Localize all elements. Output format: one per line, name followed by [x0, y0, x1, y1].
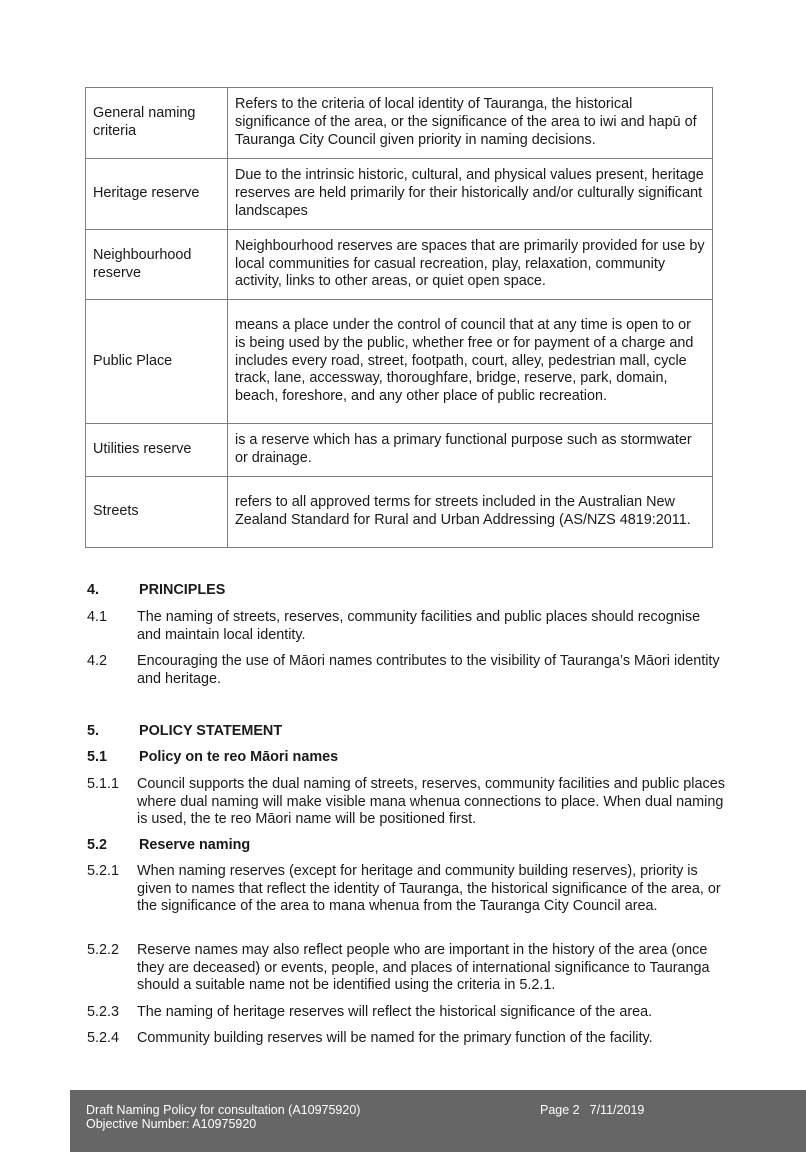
definition-row — [86, 300, 713, 424]
page-footer — [70, 1090, 806, 1152]
footer-page-info — [540, 1103, 644, 1117]
clause-number: 5.1.1 — [87, 776, 120, 792]
clause-number: 5.2.3 — [87, 1004, 120, 1020]
definition-row — [86, 477, 713, 548]
clause-number: 5.2.1 — [87, 863, 120, 879]
definition-row — [86, 159, 713, 230]
clause-text: Council supports the dual naming of streets, reserves, community facilities and public places where dual naming will make visible mana whenua connections to place. When dual naming is used, the te reo Māori name will be positioned first. — [137, 776, 725, 828]
definition-text: Neighbourhood reserves are spaces that are primarily provided for use by local communities for casual recreation, play, relaxation, community activity, links to other areas, or quiet open space. — [228, 230, 713, 300]
footer-date: 7/11/2019 — [589, 1103, 645, 1117]
clause-item — [87, 609, 727, 644]
clause-number: 4.1 — [87, 609, 108, 625]
clause-number: 4.2 — [87, 653, 108, 669]
clause-text: When naming reserves (except for heritage and community building reserves), priority is given to names that reflect the identity of Tauranga, the historical significance of the area, or the significance of the area to mana whenua from the Tauranga City Council area. — [137, 863, 721, 915]
clause-item — [87, 942, 727, 995]
definition-row — [86, 424, 713, 477]
footer-page-number: Page 2 — [540, 1103, 580, 1117]
definition-text: refers to all approved terms for streets included in the Australian New Zealand Standard for Rural and Urban Addressing (AS/NZS 4819:2011. — [228, 477, 713, 548]
clause-number: 5.2.2 — [87, 942, 120, 958]
definitions-table — [85, 87, 713, 548]
subsection-title: Policy on te reo Māori names — [139, 749, 339, 765]
footer-objective-number: Objective Number: A10975920 — [86, 1117, 257, 1131]
definition-term: Heritage reserve — [86, 159, 228, 230]
clause-text: The naming of streets, reserves, community facilities and public places should recognise and maintain local identity. — [137, 609, 701, 643]
definition-term: General naming criteria — [86, 88, 228, 159]
clause-number: 5.2.4 — [87, 1030, 120, 1046]
subsection-number: 5.1 — [87, 749, 108, 765]
definition-text: Due to the intrinsic historic, cultural, and physical values present, heritage reserves are held primarily for their historically and/or culturally significant landscapes — [228, 159, 713, 230]
definition-text: is a reserve which has a primary functional purpose such as stormwater or drainage. — [228, 424, 713, 477]
clause-item — [87, 1030, 727, 1048]
footer-document-title: Draft Naming Policy for consultation (A10975920) — [86, 1103, 361, 1117]
definition-term: Utilities reserve — [86, 424, 228, 477]
footer-document-info — [86, 1103, 360, 1131]
subsection-number: 5.2 — [87, 837, 108, 853]
clause-item — [87, 863, 727, 916]
definition-row — [86, 88, 713, 159]
section-title: POLICY STATEMENT — [139, 723, 283, 739]
section-title: PRINCIPLES — [139, 582, 226, 598]
definition-row — [86, 230, 713, 300]
section-number: 4. — [87, 582, 100, 598]
clause-text: Reserve names may also reflect people who are important in the history of the area (once they are deceased) or events, people, and places of international significance to Tauranga should a suitable name not be identified using the criteria in 5.2.1. — [137, 942, 710, 994]
subsection-title: Reserve naming — [139, 837, 251, 853]
definition-term: Public Place — [86, 300, 228, 424]
clause-item — [87, 1004, 727, 1022]
clause-text: Encouraging the use of Māori names contributes to the visibility of Tauranga’s Māori identity and heritage. — [137, 653, 720, 687]
definition-term: Streets — [86, 477, 228, 548]
definition-text: Refers to the criteria of local identity of Tauranga, the historical significance of the area, or the significance of the area to iwi and hapū of Tauranga City Council given priority in naming decisions. — [228, 88, 713, 159]
clause-item — [87, 653, 727, 688]
definition-text: means a place under the control of council that at any time is open to or is being used by the public, whether free or for payment of a charge and includes every road, street, footpath, court, alley, pedestrian mall, cycle track, lane, accessway, thoroughfare, bridge, reserve, park, domain, beach, foreshore, and any other place of public recreation. — [228, 300, 713, 424]
section-number: 5. — [87, 723, 100, 739]
clause-text: The naming of heritage reserves will reflect the historical significance of the area. — [137, 1004, 653, 1020]
clause-item — [87, 776, 727, 829]
clause-text: Community building reserves will be named for the primary function of the facility. — [137, 1030, 653, 1046]
definition-term: Neighbourhood reserve — [86, 230, 228, 300]
